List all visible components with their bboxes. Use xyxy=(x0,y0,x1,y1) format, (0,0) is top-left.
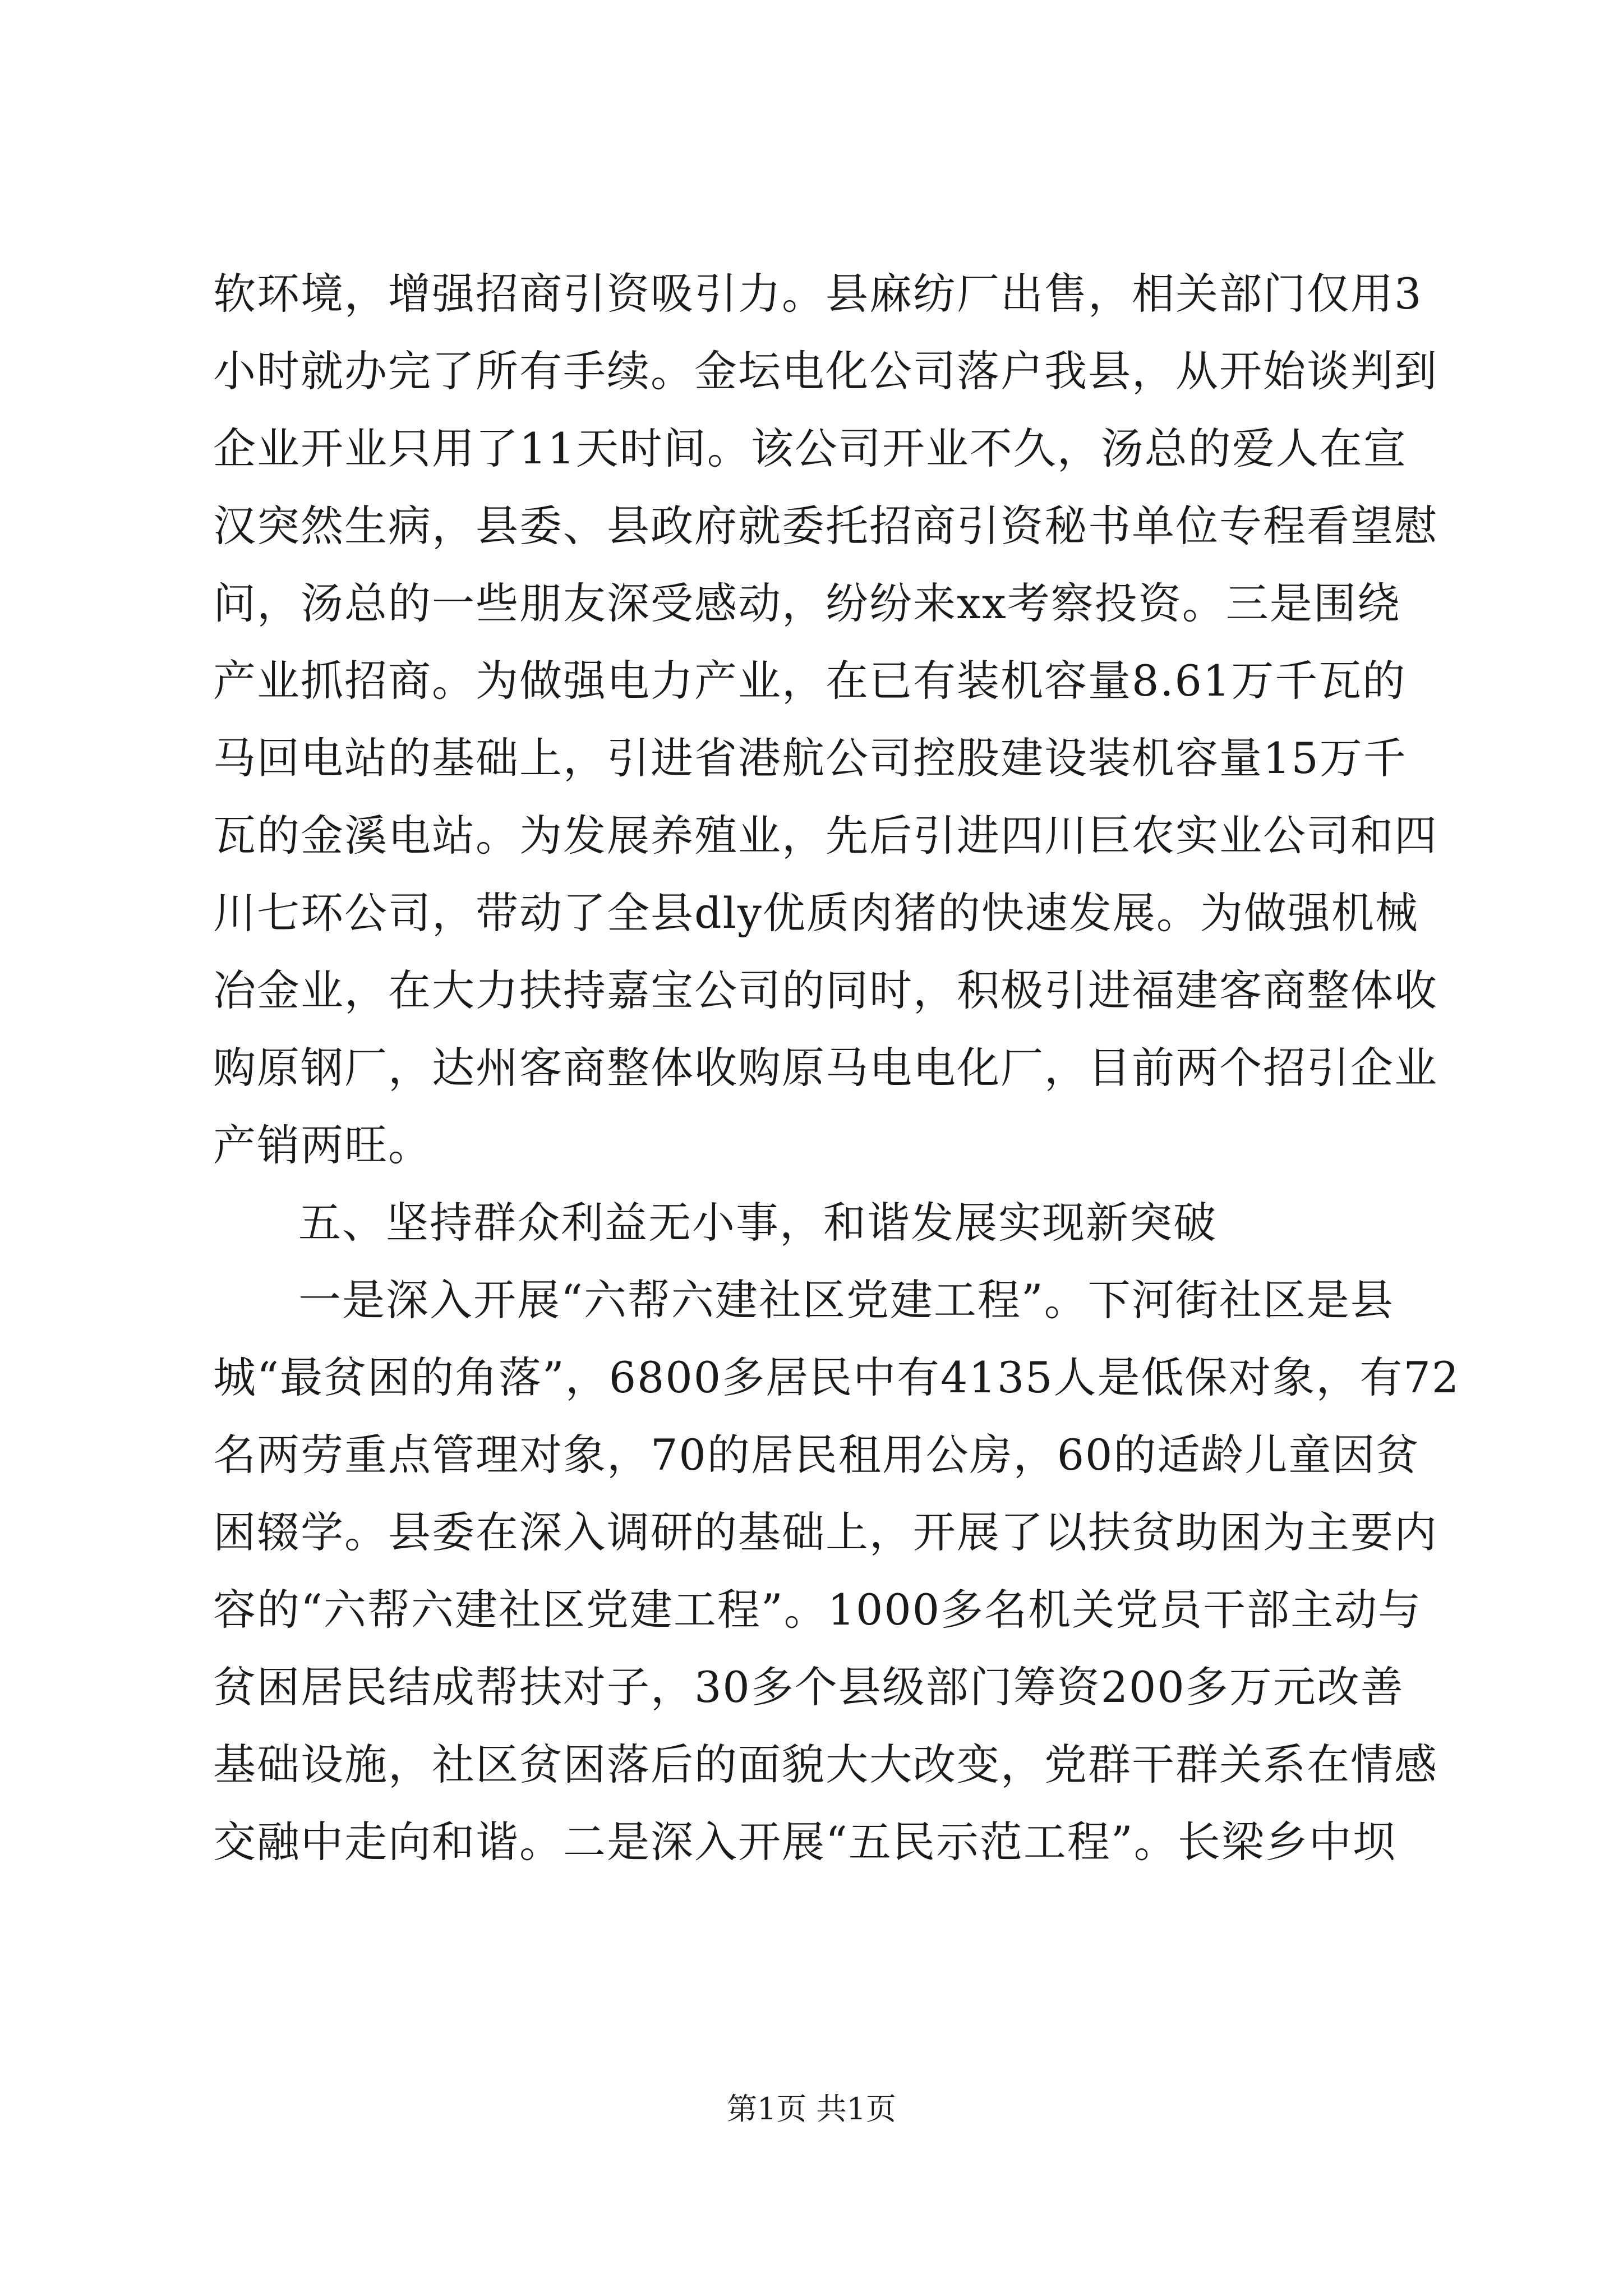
document-body xyxy=(213,255,1460,1881)
text-line: 购原钢厂，达州客商整体收购原马电电化厂，目前两个招引企业 xyxy=(213,1043,1438,1093)
text-line: 问，汤总的一些朋友深受感动，纷纷来xx考察投资。三是围绕 xyxy=(213,578,1401,628)
text-line: 交融中走向和谐。二是深入开展“五民示范工程”。长梁乡中坝 xyxy=(213,1817,1396,1867)
text-line: 困辍学。县委在深入调研的基础上，开展了以扶贫助困为主要内 xyxy=(213,1507,1438,1557)
text-line: 基础设施，社区贫困落后的面貌大大改变，党群干群关系在情感 xyxy=(213,1740,1438,1789)
text-line: 汉突然生病，县委、县政府就委托招商引资秘书单位专程看望慰 xyxy=(213,501,1438,551)
text-line: 容的“六帮六建社区党建工程”。1000多名机关党员干部主动与 xyxy=(213,1585,1422,1635)
text-line: 贫困居民结成帮扶对子，30多个县级部门筹资200多万元改善 xyxy=(213,1662,1404,1712)
text-line: 瓦的金溪电站。为发展养殖业，先后引进四川巨农实业公司和四 xyxy=(213,811,1438,861)
text-line: 企业开业只用了11天时间。该公司开业不久，汤总的爱人在宣 xyxy=(213,424,1407,473)
text-line: 名两劳重点管理对象，70的居民租用公房，60的适龄儿童因贫 xyxy=(213,1430,1420,1480)
text-line: 马回电站的基础上，引进省港航公司控股建设装机容量15万千 xyxy=(213,733,1407,783)
text-line: 川七环公司，带动了全县dly优质肉猪的快速发展。为做强机械 xyxy=(213,888,1419,938)
text-line: 产业抓招商。为做强电力产业，在已有装机容量8.61万千瓦的 xyxy=(213,656,1407,706)
text-line: 冶金业，在大力扶持嘉宝公司的同时，积极引进福建客商整体收 xyxy=(213,965,1438,1015)
text-line: 小时就办完了所有手续。金坛电化公司落户我县，从开始谈判到 xyxy=(213,346,1438,396)
page-number-footer: 第1页 共1页 xyxy=(727,2091,896,2127)
paragraph-first-line: 一是深入开展“六帮六建社区党建工程”。下河街社区是县 xyxy=(298,1275,1394,1325)
text-line: 城“最贫困的角落”，6800多居民中有4135人是低保对象，有72 xyxy=(213,1352,1460,1402)
section-heading: 五、坚持群众利益无小事，和谐发展实现新突破 xyxy=(298,1198,1217,1248)
text-line: 产销两旺。 xyxy=(213,1120,432,1170)
text-line: 软环境，增强招商引资吸引力。县麻纺厂出售，相关部门仅用3 xyxy=(213,269,1423,319)
